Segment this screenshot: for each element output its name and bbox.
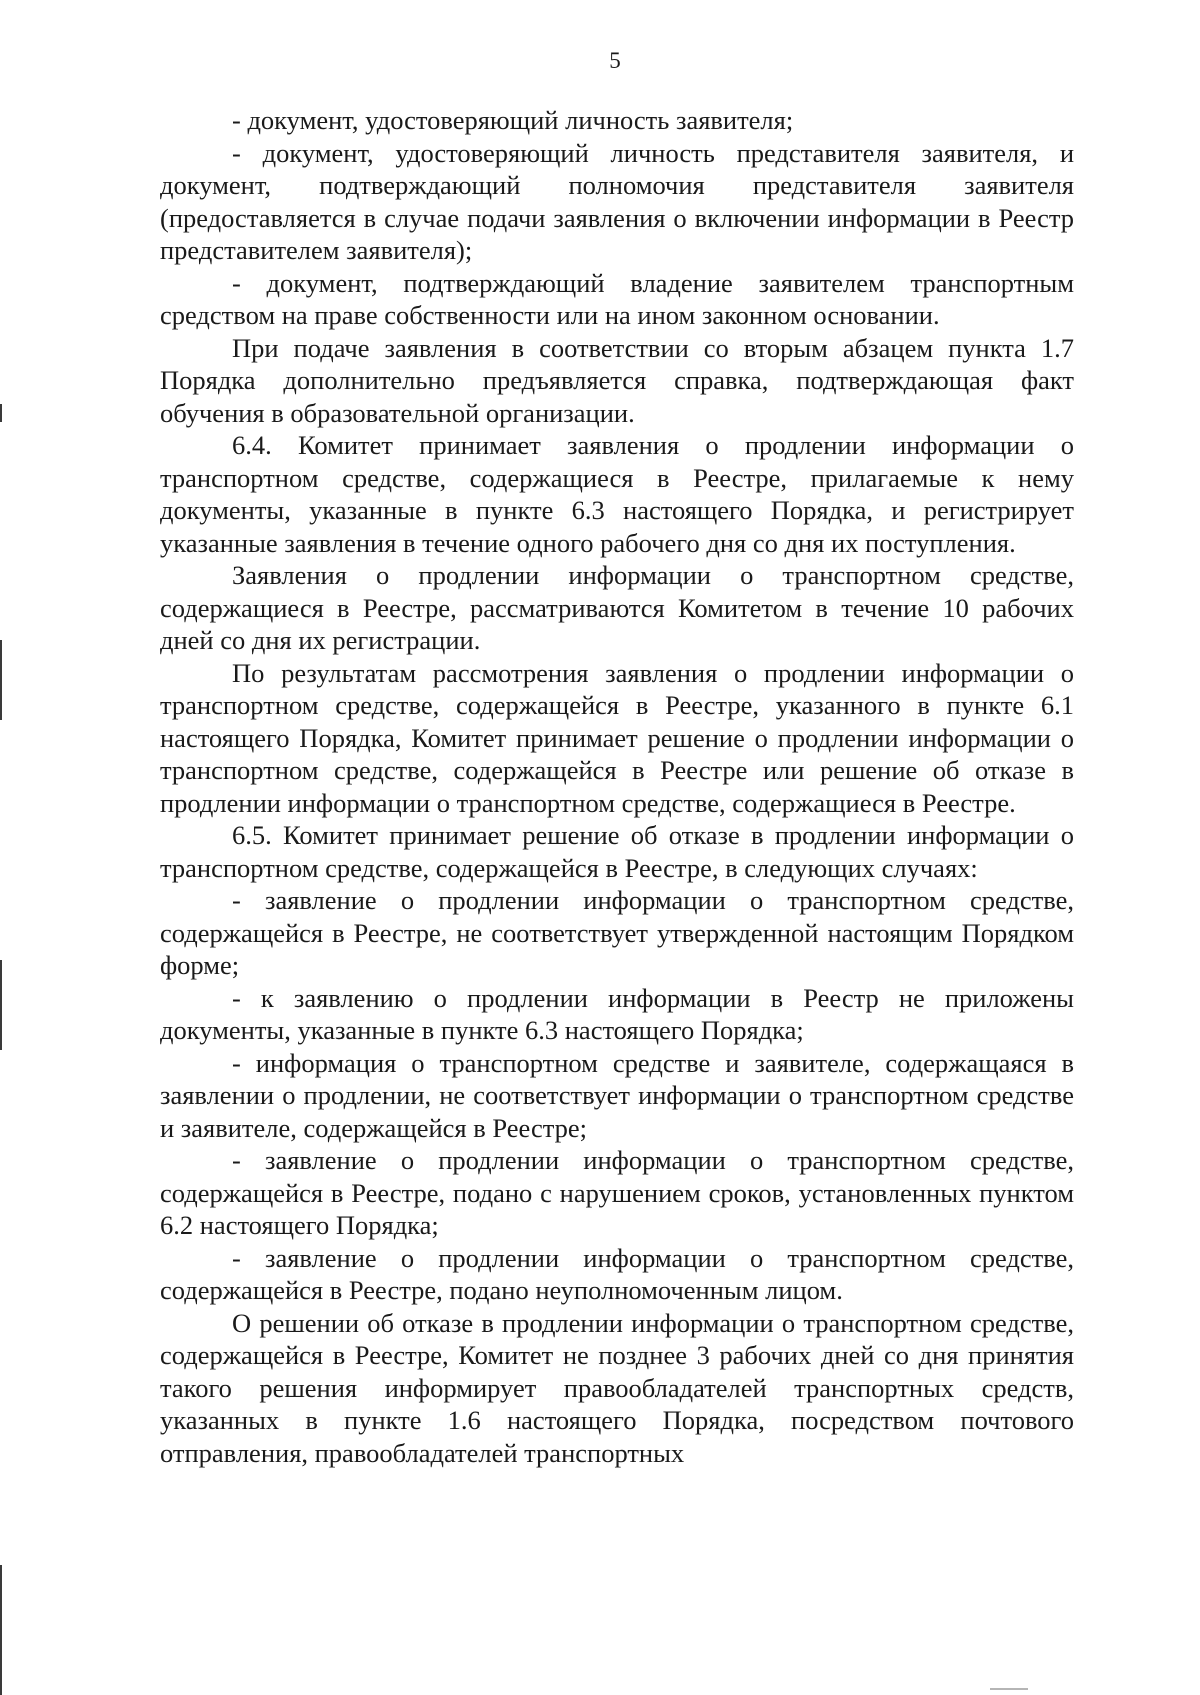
paragraph-representative-docs: - документ, удостоверяющий личность представителя заявителя, и документ, подтверждающий полномочия представителя заявителя (предоставляется в случае подачи заявления о включении информации в Реестр представителем заявителя); [160, 137, 1074, 265]
paragraph-refusal-mismatch: - информация о транспортном средстве и заявителе, содержащаяся в заявлении о продлении, не соответствует информации о транспортном средстве и заявителе, содержащейся в Реестре; [160, 1047, 1074, 1143]
paragraph-refusal-form: - заявление о продлении информации о транспортном средстве, содержащейся в Реестре, не соответствует утвержденной настоящим Порядком форме; [160, 885, 1074, 980]
document-body [160, 104, 1074, 1469]
scan-edge-mark [0, 640, 2, 720]
scan-artifact [990, 1688, 1028, 1690]
paragraph-applicant-id: - документ, удостоверяющий личность заявителя; [232, 105, 794, 135]
paragraph-review-results: По результатам рассмотрения заявления о продлении информации о транспортном средстве, содержащейся в Реестре, указанного в пункте 6.1 настоящего Порядка, Комитет принимает решение о продлении информации о транспортном средстве, содержащейся в Реестре или решение об отказе в продлении информации о транспортном средстве, содержащиеся в Реестре. [160, 657, 1074, 818]
paragraph-refusal-deadline: - заявление о продлении информации о транспортном средстве, содержащейся в Реестре, подано с нарушением сроков, установленных пунктом 6.2 настоящего Порядка; [160, 1145, 1074, 1240]
scan-edge-mark [0, 960, 2, 1050]
paragraph-refusal-notification: О решении об отказе в продлении информации о транспортном средстве, содержащейся в Реестре, Комитет не позднее 3 рабочих дней со дня принятия такого решения информирует правообладателей транспортных средств, указанных в пункте 1.6 настоящего Порядка, посредством почтового отправления, правообладателей транспортных [160, 1307, 1074, 1468]
paragraph-clause-6-5: 6.5. Комитет принимает решение об отказе в продлении информации о транспортном средстве, содержащейся в Реестре, в следующих случаях: [160, 820, 1074, 883]
paragraph-refusal-documents: - к заявлению о продлении информации в Реестр не приложены документы, указанные в пункте 6.3 настоящего Порядка; [160, 982, 1074, 1045]
paragraph-ownership-doc: - документ, подтверждающий владение заявителем транспортным средством на праве собственности или на ином законном основании. [160, 267, 1074, 330]
paragraph-education-certificate: При подаче заявления в соответствии со вторым абзацем пункта 1.7 Порядка дополнительно предъявляется справка, подтверждающая факт обучения в образовательной организации. [160, 332, 1074, 428]
paragraph-clause-6-4: 6.4. Комитет принимает заявления о продлении информации о транспортном средстве, содержащиеся в Реестре, прилагаемые к нему документы, указанные в пункте 6.3 настоящего Порядка, и регистрирует указанные заявления в течение одного рабочего дня со дня их поступления. [160, 430, 1074, 558]
paragraph-review-period: Заявления о продлении информации о транспортном средстве, содержащиеся в Реестре, рассматриваются Комитетом в течение 10 рабочих дней со дня их регистрации. [160, 560, 1074, 655]
paragraph-refusal-unauthorized: - заявление о продлении информации о транспортном средстве, содержащейся в Реестре, подано неуполномоченным лицом. [160, 1242, 1074, 1305]
scan-edge-mark [0, 404, 2, 422]
page-number: 5 [609, 48, 621, 73]
scan-edge-mark [0, 1565, 2, 1695]
